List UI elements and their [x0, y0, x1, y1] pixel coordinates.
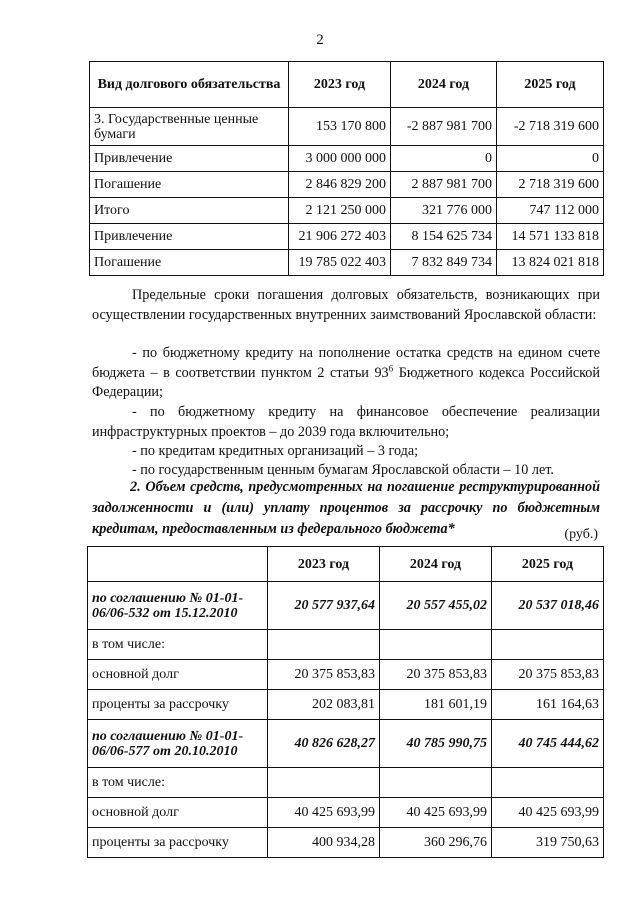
cell-value: 2 887 981 700	[391, 172, 497, 198]
header-cell	[88, 547, 268, 582]
header-cell: 2024 год	[380, 547, 492, 582]
item-text: - по бюджетному кредиту на пополнение остатка средств на едином счете бюджета – в соответствии пунктом 2 статьи 93	[92, 345, 600, 381]
cell-value: 321 776 000	[391, 198, 497, 224]
row-label: основной долг	[88, 660, 268, 690]
row-label: в том числе:	[88, 768, 268, 798]
row-label: Привлечение	[90, 224, 289, 250]
row-label: в том числе:	[88, 630, 268, 660]
table-row	[90, 224, 604, 250]
cell-value: 319 750,63	[492, 828, 604, 858]
section-2-title: 2. Объем средств, предусмотренных на погашение реструктурированной задолженности и (или) уплату процентов за рассрочку по бюджетным кредитам, предоставленным из федерального бюджета*	[92, 479, 600, 537]
cell-value: 40 425 693,99	[380, 798, 492, 828]
row-label: проценты за рассрочку	[88, 828, 268, 858]
cell-value: 2 846 829 200	[289, 172, 391, 198]
table-row	[88, 828, 604, 858]
cell-value: 153 170 800	[289, 108, 391, 146]
header-cell: 2025 год	[497, 62, 604, 108]
cell-value: 0	[391, 146, 497, 172]
item-text: Бюджетного кодекса Российской Федерации;	[92, 364, 600, 400]
header-cell: 2023 год	[268, 547, 380, 582]
cell-value: 20 375 853,83	[268, 660, 380, 690]
superscript: 6	[388, 362, 394, 373]
header-cell: 2023 год	[289, 62, 391, 108]
cell-value: 0	[497, 146, 604, 172]
cell-value	[268, 768, 380, 798]
page-number: 2	[316, 32, 324, 48]
cell-value: 40 745 444,62	[492, 720, 604, 768]
agreement-row	[88, 582, 604, 630]
cell-value	[380, 768, 492, 798]
header-cell: 2025 год	[492, 547, 604, 582]
cell-value: 14 571 133 818	[497, 224, 604, 250]
table-row	[90, 108, 604, 146]
table-row	[90, 172, 604, 198]
cell-value	[268, 630, 380, 660]
row-label: проценты за рассрочку	[88, 690, 268, 720]
cell-value: 40 785 990,75	[380, 720, 492, 768]
table-row	[90, 146, 604, 172]
table-row	[90, 250, 604, 276]
cell-value: 360 296,76	[380, 828, 492, 858]
cell-value: 21 906 272 403	[289, 224, 391, 250]
cell-value: 400 934,28	[268, 828, 380, 858]
cell-value: 202 083,81	[268, 690, 380, 720]
cell-value: -2 718 319 600	[497, 108, 604, 146]
repayment-term-item: - по государственным ценным бумагам Ярославской области – 10 лет.	[132, 462, 554, 478]
restructured-debt-table	[87, 546, 604, 858]
repayment-term-item: - по кредитам кредитных организаций – 3 года;	[132, 443, 419, 459]
row-label: по соглашению № 01-01-06/06-532 от 15.12.2010	[88, 582, 268, 630]
cell-value: 2 121 250 000	[289, 198, 391, 224]
row-label: Погашение	[90, 250, 289, 276]
table-row	[88, 690, 604, 720]
cell-value: 40 425 693,99	[492, 798, 604, 828]
unit-label: (руб.)	[564, 527, 598, 542]
table-row	[90, 198, 604, 224]
cell-value: 40 826 628,27	[268, 720, 380, 768]
row-label: 3. Государственные ценные бумаги	[90, 108, 289, 146]
debt-obligations-table	[89, 61, 604, 276]
cell-value: 13 824 021 818	[497, 250, 604, 276]
table-header-row	[88, 547, 604, 582]
cell-value: 3 000 000 000	[289, 146, 391, 172]
cell-value	[492, 630, 604, 660]
cell-value: 20 375 853,83	[380, 660, 492, 690]
cell-value: 20 577 937,64	[268, 582, 380, 630]
cell-value	[380, 630, 492, 660]
cell-value: 161 164,63	[492, 690, 604, 720]
cell-value: 20 537 018,46	[492, 582, 604, 630]
row-label: по соглашению № 01-01-06/06-577 от 20.10.2010	[88, 720, 268, 768]
cell-value: 8 154 625 734	[391, 224, 497, 250]
table-row	[88, 768, 604, 798]
cell-value: 20 375 853,83	[492, 660, 604, 690]
cell-value: 19 785 022 403	[289, 250, 391, 276]
cell-value: 747 112 000	[497, 198, 604, 224]
row-label: основной долг	[88, 798, 268, 828]
row-label: Погашение	[90, 172, 289, 198]
cell-value: 40 425 693,99	[268, 798, 380, 828]
agreement-row	[88, 720, 604, 768]
repayment-term-item: - по бюджетному кредиту на финансовое обеспечение реализации инфраструктурных проектов – до 2039 года включительно;	[92, 404, 600, 440]
header-cell: 2024 год	[391, 62, 497, 108]
cell-value: 2 718 319 600	[497, 172, 604, 198]
row-label: Привлечение	[90, 146, 289, 172]
table-row	[88, 798, 604, 828]
cell-value: 181 601,19	[380, 690, 492, 720]
row-label: Итого	[90, 198, 289, 224]
table-header-row	[90, 62, 604, 108]
cell-value: -2 887 981 700	[391, 108, 497, 146]
table-row	[88, 630, 604, 660]
cell-value	[492, 768, 604, 798]
header-cell: Вид долгового обязательства	[90, 62, 289, 108]
cell-value: 7 832 849 734	[391, 250, 497, 276]
repayment-terms-paragraph: Предельные сроки погашения долговых обязательств, возникающих при осуществлении государственных внутренних заимствований Ярославской области:	[92, 287, 600, 323]
repayment-term-item	[92, 344, 600, 403]
table-row	[88, 660, 604, 690]
cell-value: 20 557 455,02	[380, 582, 492, 630]
